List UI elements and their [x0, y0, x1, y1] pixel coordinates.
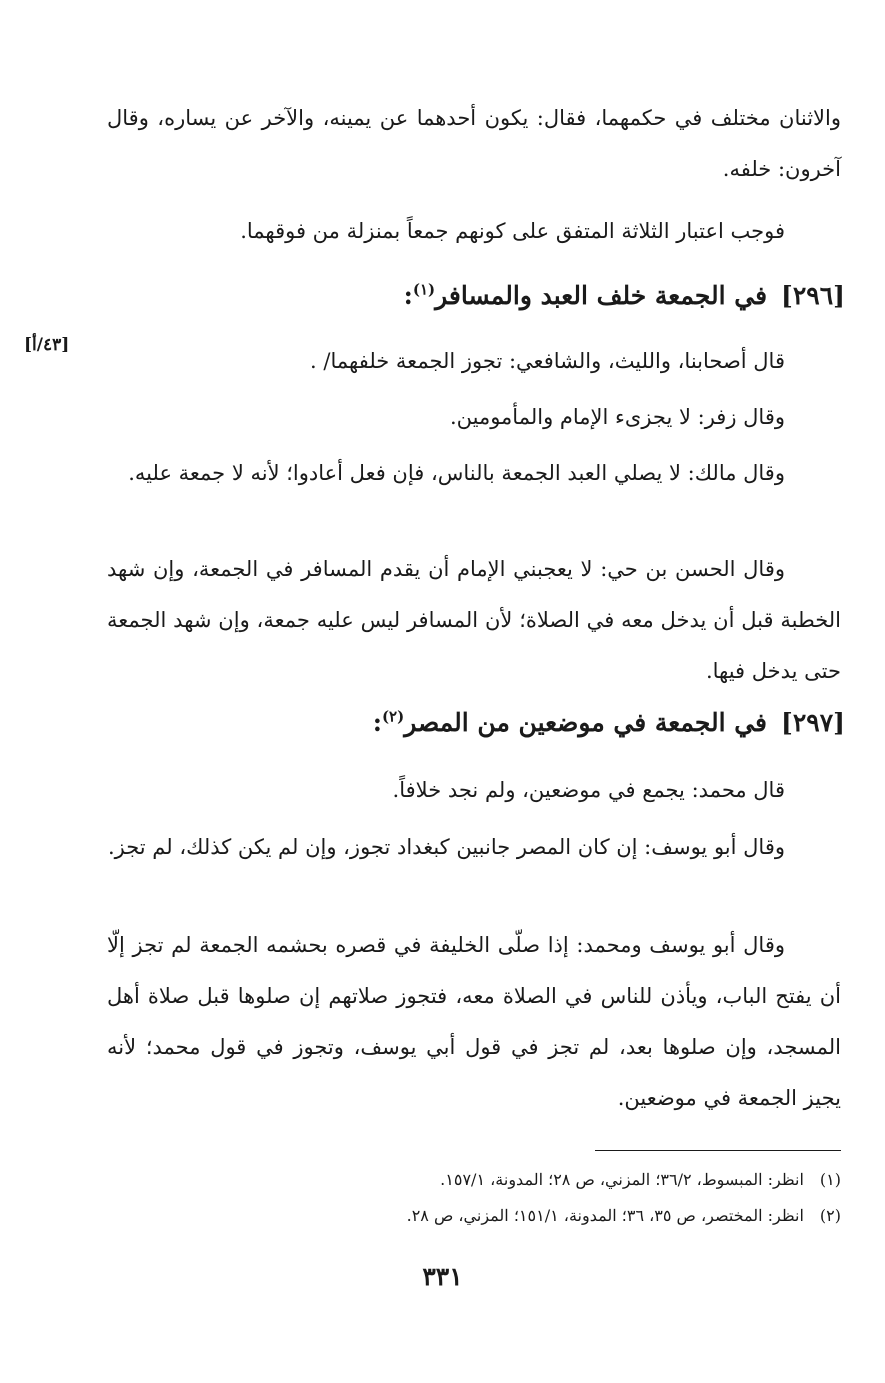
paragraph-opening: والاثنان مختلف في حكمهما، فقال: يكون أحدهما عن يمينه، والآخر عن يساره، وقال آخرون: خلفه. — [107, 106, 841, 181]
footnote-number: (٢) — [819, 1206, 841, 1225]
paragraph-296-3: وقال مالك: لا يصلي العبد الجمعة بالناس، فإن فعل أعادوا؛ لأنه لا جمعة عليه. — [128, 461, 785, 485]
section-number: [٢٩٧] — [781, 708, 845, 737]
section-title: في الجمعة خلف العبد والمسافر — [435, 281, 768, 310]
section-heading-296 — [404, 276, 845, 316]
paragraph-296-4: وقال الحسن بن حي: لا يعجبني الإمام أن يقدم المسافر في الجمعة، وإن شهد الخطبة قبل أن يدخل معه في الصلاة؛ لأن المسافر ليس عليه جمعة، وإن شهد الجمعة حتى يدخل فيها. — [107, 557, 841, 683]
heading-colon: : — [372, 708, 382, 737]
paragraph-296-1: قال أصحابنا، والليث، والشافعي: تجوز الجمعة خلفهما/ . — [310, 349, 785, 373]
paragraph-296-2: وقال زفر: لا يجزىء الإمام والمأمومين. — [449, 405, 785, 429]
section-number: [٢٩٦] — [781, 281, 845, 310]
footnote-mark: (١) — [412, 280, 436, 299]
paragraph-297-1: قال محمد: يجمع في موضعين، ولم نجد خلافاً. — [392, 778, 785, 802]
heading-colon: : — [403, 281, 413, 310]
paragraph-297-2: وقال أبو يوسف: إن كان المصر جانبين كبغداد تجوز، وإن لم يكن كذلك، لم تجز. — [107, 835, 785, 859]
paragraph-conclusion: فوجب اعتبار الثلاثة المتفق على كونهم جمعاً بمنزلة من فوقهما. — [240, 219, 785, 243]
paragraph-297-3: وقال أبو يوسف ومحمد: إذا صلّى الخليفة في قصره بحشمه الجمعة لم تجز إلّا أن يفتح الباب، ويأذن للناس في الصلاة معه، فتجوز صلاتهم إن صلوها قبل صلاة أهل المسجد، وإن صلوها بعد، لم تجز في قول أبي يوسف، وتجوز في قول محمد؛ لأنه يجيز الجمعة في موضعين. — [107, 933, 841, 1110]
section-heading-297 — [373, 703, 845, 743]
section-title: في الجمعة في موضعين من المصر — [404, 708, 768, 737]
footnote-text: انظر: المبسوط، ٣٦/٢؛ المزني، ص ٢٨؛ المدونة، ١٥٧/١. — [440, 1170, 804, 1189]
footnote-2 — [107, 1202, 841, 1230]
footnote-1 — [107, 1166, 841, 1194]
footnote-number: (١) — [819, 1170, 841, 1189]
footnote-mark: (٢) — [381, 707, 405, 726]
manuscript-folio-ref: [٤٣/أ] — [24, 335, 70, 355]
page-number: ٣٣١ — [422, 1262, 463, 1291]
footnote-divider — [595, 1150, 841, 1151]
footnote-text: انظر: المختصر، ص ٣٥، ٣٦؛ المدونة، ١٥١/١؛ المزني، ص ٢٨. — [406, 1206, 804, 1225]
